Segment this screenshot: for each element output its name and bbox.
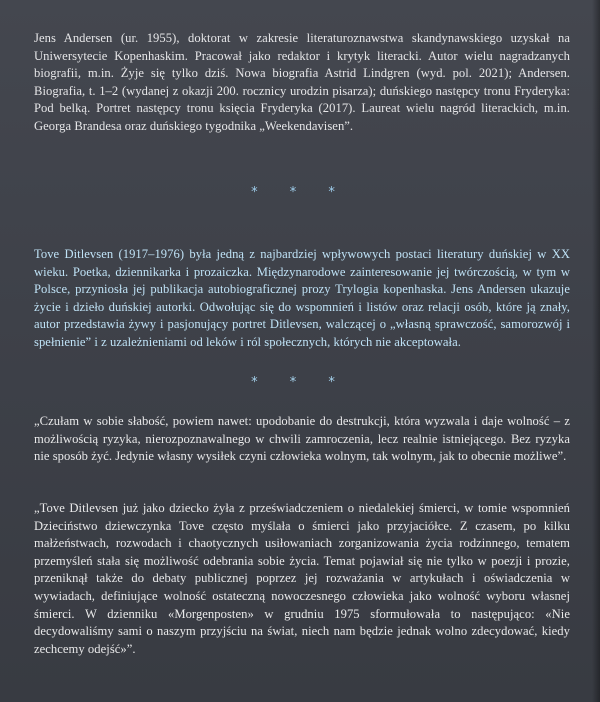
quote-2-text: „Tove Ditlevsen już jako dziecko żyła z przeświadczeniem o niedalekiej śmierci, w tomie wspomnień Dzieciństwo dziewczynka Tove często myślała o śmierci jako przyjaciółce. Z czasem, po kilku małżeństwach, rozwodach i chaotycznych usiłowaniach zorganizowania życia rodzinnego, tematem przemyśleń stała się możliwość odebrania sobie życia. Temat pojawiał się nie tylko w poezji i prozie, przeniknął także do debaty publicznej poprzez jej rozważania w artykułach i oświadczenia w wywiadach, definiujące wolność ostateczną nowoczesnego człowieka jako wolność wyboru własnej śmierci. W dzienniku «Morgenposten» w grudniu 1975 sformułowała to następująco: «Nie decydowaliśmy sami o naszym przyjściu na świat, niech nam będzie jednak wolno zdecydować, kiedy zechcemy odejść»”.	[34, 501, 570, 656]
quote-2-section	[34, 500, 570, 658]
section-separator-1: * * *	[251, 185, 349, 200]
section-separator-2: * * *	[251, 375, 349, 390]
author-bio-section	[34, 30, 570, 136]
cover-edge-shadow	[592, 0, 600, 702]
book-blurb-text: Tove Ditlevsen (1917–1976) była jedną z najbardziej wpływowych postaci literatury duńskiej w XX wieku. Poetka, dziennikarka i prozaiczka. Międzynarodowe zainteresowanie jej twórczością, w tym w Polsce, przyniosła jej publikacja autobiograficznej prozy Trylogia kopenhaska. Jens Andersen ukazuje życie i dzieło duńskiej autorki. Odwołując się do wspomnień i listów oraz relacji osób, które ją znały, autor przedstawia żywy i pasjonujący portret Ditlevsen, walczącej o „własną sprawczość, samorozwój i spełnienie” i z uzależnieniami od leków i ról społecznych, których nie akceptowała.	[34, 247, 570, 349]
quote-1-section	[34, 413, 570, 466]
book-blurb-section	[34, 246, 570, 352]
quote-1-text: „Czułam w sobie słabość, powiem nawet: upodobanie do destrukcji, która wyzwala i daje wolność – z możliwością ryzyka, nierozpoznawalnego w chwili zamroczenia, lecz realnie istniejącego. Bez ryzyka nie sposób żyć. Jedynie własny wysiłek czyni człowieka wolnym, tak wolnym, jak to obecnie możliwe”.	[34, 414, 570, 464]
author-bio-text: Jens Andersen (ur. 1955), doktorat w zakresie literaturoznawstwa skandynawskiego uzyskał na Uniwersytecie Kopenhaskim. Pracował jako redaktor i krytyk literacki. Autor wielu nagradzanych biografii, m.in. Żyje się tylko dziś. Nowa biografia Astrid Lindgren (wyd. pol. 2021); Andersen. Biografia, t. 1–2 (wydanej z okazji 200. rocznicy urodzin pisarza); duńskiego następcy tronu Fryderyka: Pod belką. Portret następcy tronu księcia Fryderyka (2017). Laureat wielu nagród literackich, m.in. Georga Brandesa oraz duńskiego tygodnika „Weekendavisen”.	[34, 31, 570, 133]
